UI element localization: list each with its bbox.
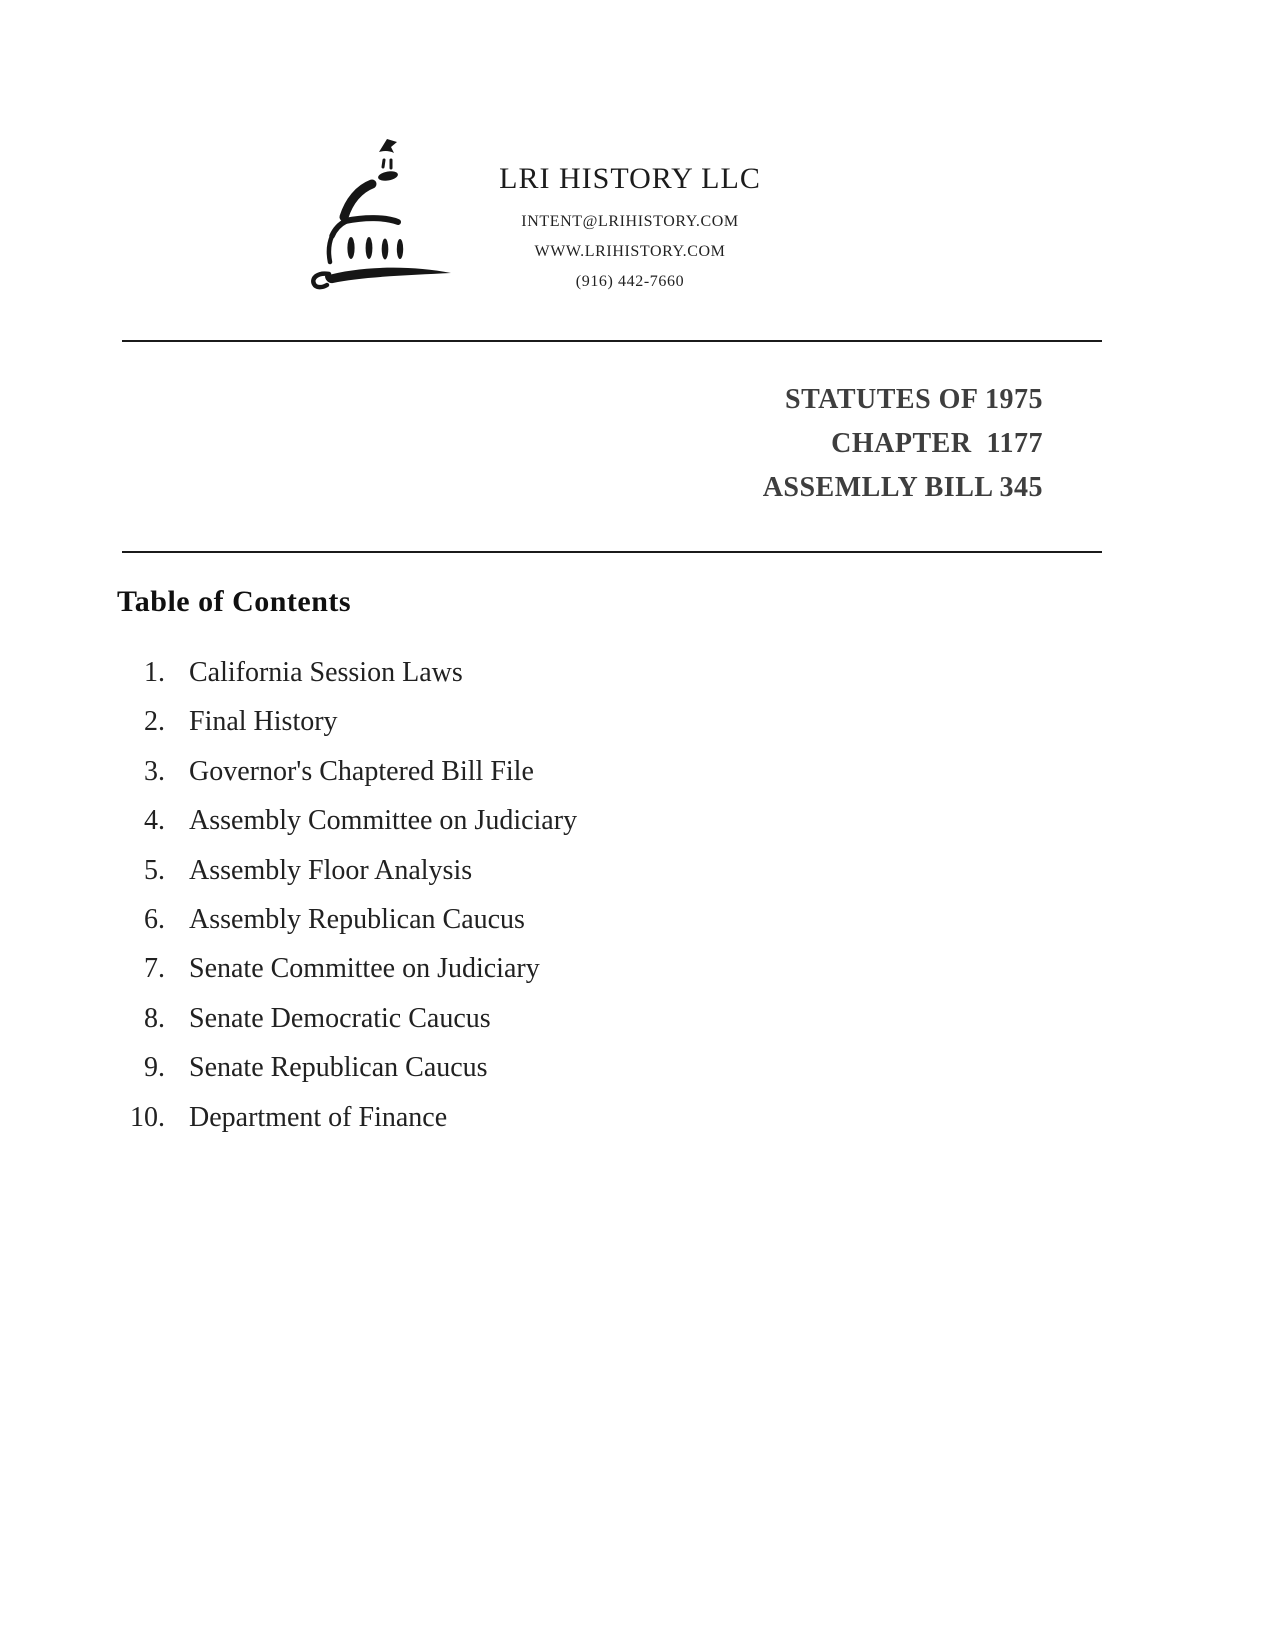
toc-item-label: Assembly Republican Caucus — [189, 904, 525, 936]
toc-item-label: Assembly Committee on Judiciary — [189, 805, 578, 837]
toc-item-label: Senate Democratic Caucus — [189, 1002, 491, 1034]
toc-item-label: Department of Finance — [189, 1101, 448, 1133]
toc-item-label: Senate Committee on Judiciary — [189, 953, 540, 985]
toc-item-number: 6. — [144, 904, 165, 936]
contact-block — [400, 207, 860, 297]
toc-item — [117, 994, 577, 1043]
toc-item — [117, 796, 577, 845]
toc-item-number: 8. — [144, 1002, 165, 1034]
assembly-bill-line: ASSEMLLY BILL 345 — [762, 472, 1043, 503]
toc-item — [117, 1043, 577, 1092]
toc-item-number: 1. — [144, 657, 165, 688]
toc-item — [117, 648, 577, 697]
toc-item — [117, 1093, 577, 1142]
document-title-block — [763, 378, 1043, 510]
horizontal-rule-bottom — [122, 551, 1102, 553]
toc-item-number: 9. — [144, 1052, 165, 1084]
toc-heading: Table of Contents — [117, 585, 352, 618]
statutes-year-line: STATUTES OF 1975 — [785, 384, 1043, 415]
toc-item-number: 3. — [144, 755, 165, 787]
company-website: WWW.LRIHISTORY.COM — [534, 243, 726, 260]
toc-item-label: California Session Laws — [189, 657, 463, 688]
toc-item-number: 10. — [130, 1101, 165, 1133]
toc-item-label: Senate Republican Caucus — [189, 1052, 488, 1084]
toc-item — [117, 697, 577, 746]
toc-item-number: 7. — [144, 953, 165, 985]
toc-list — [117, 648, 577, 1142]
toc-item — [117, 895, 577, 944]
letterhead — [400, 160, 860, 297]
company-email: INTENT@LRIHISTORY.COM — [521, 213, 739, 230]
toc-item-label: Assembly Floor Analysis — [189, 854, 473, 886]
horizontal-rule-top — [122, 340, 1102, 342]
toc-item — [117, 846, 577, 895]
toc-item-label: Final History — [189, 706, 338, 738]
toc-item — [117, 944, 577, 993]
toc-item-number: 5. — [144, 854, 165, 886]
toc-item-number: 4. — [144, 805, 165, 837]
chapter-line: CHAPTER 1177 — [831, 428, 1043, 459]
toc-item-number: 2. — [144, 706, 165, 738]
toc-item-label: Governor's Chaptered Bill File — [189, 755, 534, 787]
toc-item — [117, 747, 577, 796]
company-phone: (916) 442-7660 — [575, 273, 685, 290]
company-name: LRI HISTORY LLC — [499, 162, 761, 195]
